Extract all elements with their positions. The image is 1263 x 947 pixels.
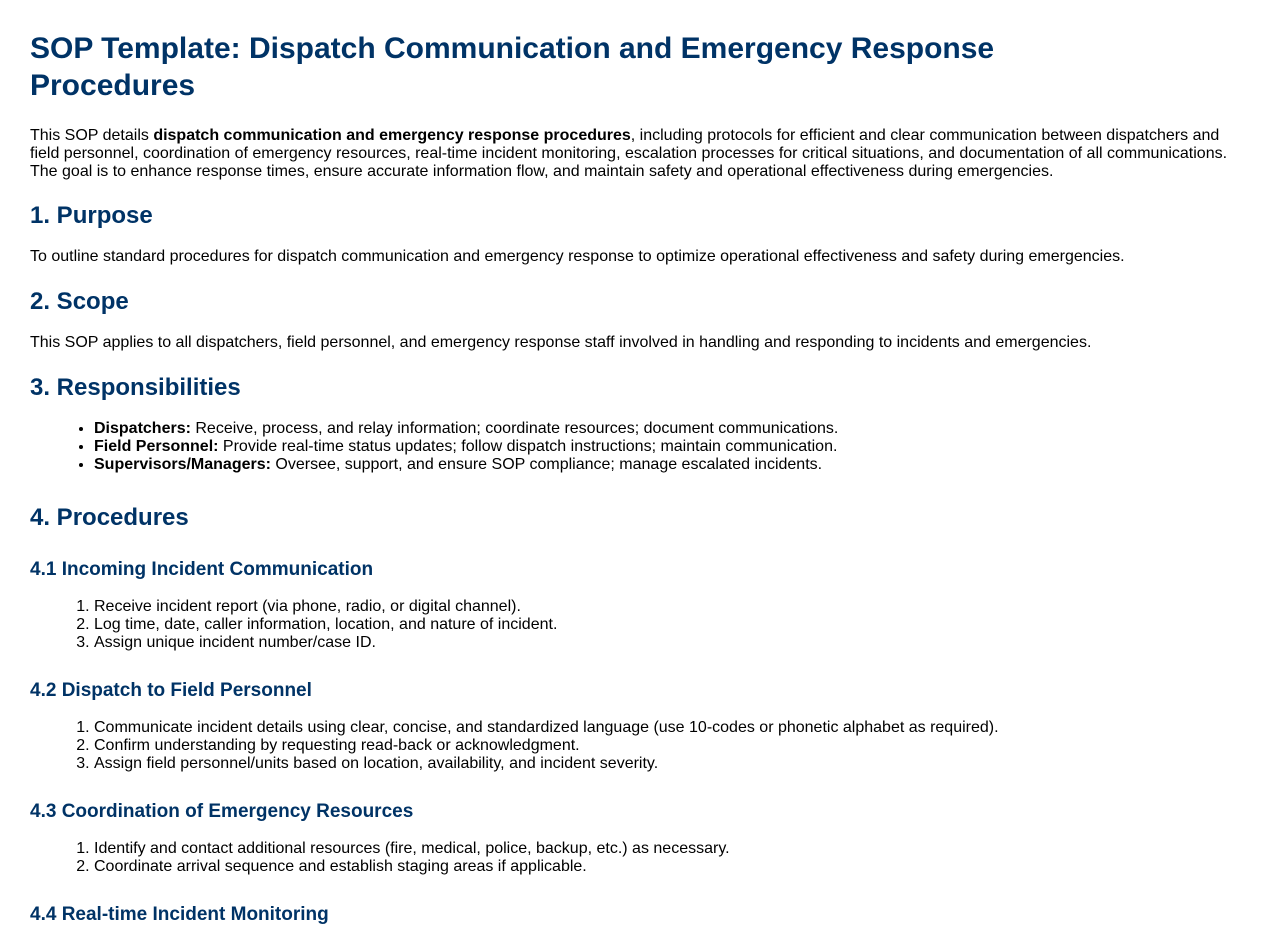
section-heading-scope: 2. Scope bbox=[30, 288, 129, 315]
role-description: Provide real-time status updates; follow dispatch instructions; maintain communication. bbox=[218, 438, 838, 455]
subsection-heading-4-4: 4.4 Real-time Incident Monitoring bbox=[30, 904, 329, 925]
list-item: 1. Receive incident report (via phone, radio, or digital channel). bbox=[94, 598, 1233, 616]
role-label: Field Personnel: bbox=[94, 438, 219, 455]
page-title: SOP Template: Dispatch Communication and Emergency Response Procedures bbox=[30, 32, 995, 102]
list-item: 2. Log time, date, caller information, location, and nature of incident. bbox=[94, 616, 1233, 634]
subsection-heading-4-3: 4.3 Coordination of Emergency Resources bbox=[30, 801, 414, 822]
steps-list-4-3 bbox=[30, 840, 1233, 876]
role-label: Supervisors/Managers: bbox=[94, 456, 271, 473]
list-item: 2. Confirm understanding by requesting read-back or acknowledgment. bbox=[94, 737, 1233, 755]
role-description: Oversee, support, and ensure SOP compliance; manage escalated incidents. bbox=[270, 456, 823, 473]
purpose-text: To outline standard procedures for dispatch communication and emergency response to optimize operational effectiveness and safety during emergencies. bbox=[30, 248, 1125, 265]
role-description: Receive, process, and relay information; coordinate resources; document communications. bbox=[190, 420, 839, 437]
list-item bbox=[94, 420, 1233, 438]
scope-text: This SOP applies to all dispatchers, field personnel, and emergency response staff involved in handling and responding to incidents and emergencies. bbox=[30, 334, 1092, 351]
document-page bbox=[0, 30, 1263, 926]
list-item bbox=[94, 438, 1233, 456]
intro-bold: dispatch communication and emergency response procedures bbox=[153, 127, 631, 144]
list-item: 1. Identify and contact additional resources (fire, medical, police, backup, etc.) as necessary. bbox=[94, 840, 1233, 858]
list-item: 2. Coordinate arrival sequence and establish staging areas if applicable. bbox=[94, 858, 1233, 876]
section-heading-procedures: 4. Procedures bbox=[30, 504, 189, 531]
steps-list-4-2 bbox=[30, 719, 1233, 773]
list-item: 3. Assign field personnel/units based on location, availability, and incident severity. bbox=[94, 755, 1233, 773]
steps-list-4-1 bbox=[30, 598, 1233, 652]
subsection-heading-4-1: 4.1 Incoming Incident Communication bbox=[30, 559, 374, 580]
responsibilities-list bbox=[30, 420, 1233, 474]
list-item bbox=[94, 456, 1233, 474]
role-label: Dispatchers: bbox=[94, 420, 191, 437]
section-heading-purpose: 1. Purpose bbox=[30, 202, 153, 229]
list-item: 1. Communicate incident details using clear, concise, and standardized language (use 10-codes or phonetic alphabet as required). bbox=[94, 719, 1233, 737]
list-item: 3. Assign unique incident number/case ID. bbox=[94, 634, 1233, 652]
intro-rest: , including protocols for efficient and clear communication between dispatchers and field personnel, coordination of emergency resources, real-time incident monitoring, escalation processes for critical situations, and documentation of all communications. The goal is to enhance response times, ensure accurate information flow, and maintain safety and operational effectiveness during emergencies. bbox=[30, 127, 1228, 180]
subsection-heading-4-2: 4.2 Dispatch to Field Personnel bbox=[30, 680, 312, 701]
intro-lead: This SOP details bbox=[30, 127, 154, 144]
intro-paragraph bbox=[30, 127, 1233, 181]
section-heading-responsibilities: 3. Responsibilities bbox=[30, 374, 241, 401]
